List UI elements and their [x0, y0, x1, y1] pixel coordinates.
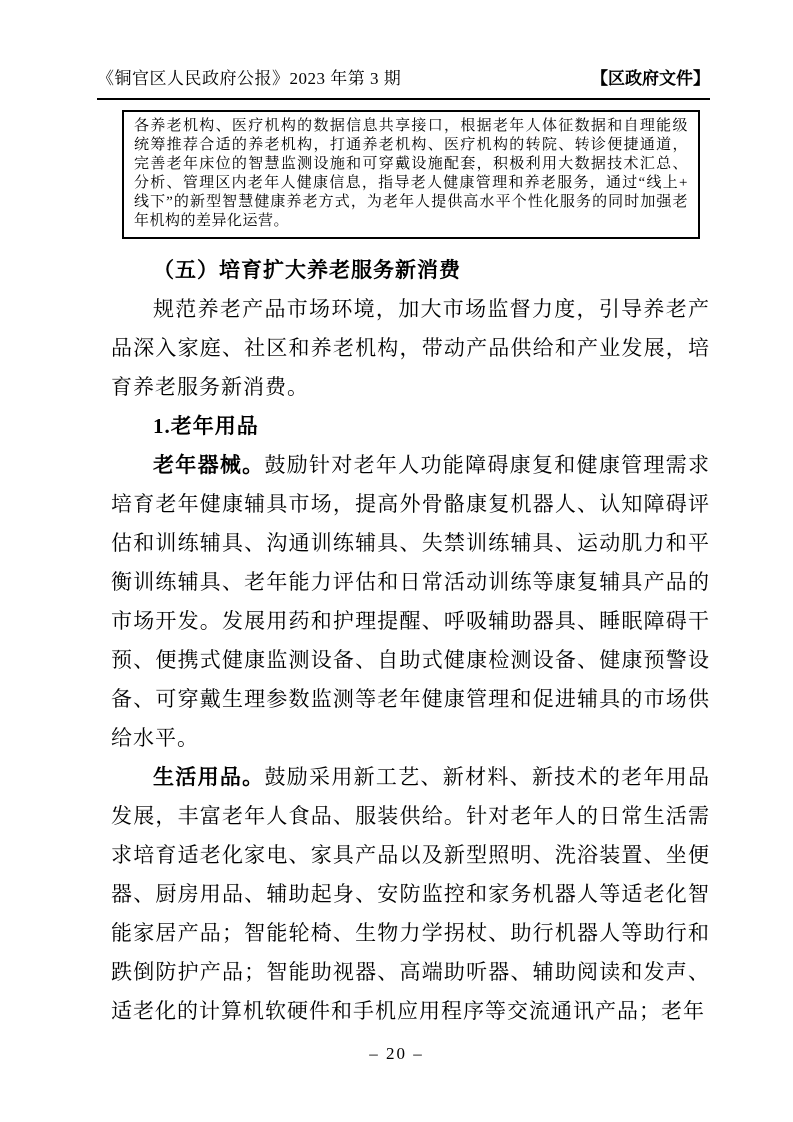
document-body	[111, 251, 710, 1031]
paragraph-daily-goods	[111, 758, 710, 1031]
callout-box-line: 年机构的差异化运营。	[134, 213, 290, 229]
callout-box	[122, 110, 700, 239]
paragraph-lead: 老年器械。	[153, 453, 265, 477]
page-header	[97, 64, 710, 100]
document-category-label: 【区政府文件】	[591, 69, 710, 88]
paragraph-elderly-devices	[111, 446, 710, 758]
section-intro-paragraph: 规范养老产品市场环境，加大市场监督力度，引导养老产品深入家庭、社区和养老机构，带动产品供给和产业发展，培育养老服务新消费。	[111, 297, 710, 399]
gazette-title: 《铜官区人民政府公报》2023 年第 3 期	[97, 69, 402, 88]
callout-box-line: 线下”的新型智慧健康养老方式，为老年人提供高水平个性化服务的同时加强老	[134, 194, 688, 210]
callout-box-line: 分析、管理区内老年人健康信息，指导老人健康管理和养老服务，通过“线上+	[134, 175, 688, 191]
callout-box-line: 各养老机构、医疗机构的数据信息共享接口，根据老年人体征数据和自理能级	[134, 118, 688, 134]
section-heading: （五）培育扩大养老服务新消费	[153, 258, 461, 282]
paragraph-text: 鼓励采用新工艺、新材料、新技术的老年用品发展，丰富老年人食品、服装供给。针对老年人的日常生活需求培育适老化家电、家具产品以及新型照明、洗浴装置、坐便器、厨房用品、辅助起身、安防监控和家务机器人等适老化智能家居产品；智能轮椅、生物力学拐杖、助行机器人等助行和跌倒防护产品；智能助视器、高端助听器、辅助阅读和发声、适老化的计算机软硬件和手机应用程序等交流通讯产品；老年	[111, 765, 711, 1023]
page-number: – 20 –	[369, 1044, 424, 1063]
callout-box-line: 统筹推荐合适的养老机构，打通养老机构、医疗机构的转院、转诊便捷通道，	[134, 137, 688, 153]
paragraph-lead: 生活用品。	[153, 765, 265, 789]
page-footer	[0, 1044, 793, 1064]
sub-heading: 1.老年用品	[153, 414, 259, 438]
paragraph-text: 鼓励针对老年人功能障碍康复和健康管理需求培育老年健康辅具市场，提高外骨骼康复机器人、认知障碍评估和训练辅具、沟通训练辅具、失禁训练辅具、运动肌力和平衡训练辅具、老年能力评估和日常活动训练等康复辅具产品的市场开发。发展用药和护理提醒、呼吸辅助器具、睡眠障碍干预、便携式健康监测设备、自助式健康检测设备、健康预警设备、可穿戴生理参数监测等老年健康管理和促进辅具的市场供给水平。	[111, 453, 711, 750]
callout-box-line: 完善老年床位的智慧监测设施和可穿戴设施配套，积极利用大数据技术汇总、	[134, 156, 688, 172]
